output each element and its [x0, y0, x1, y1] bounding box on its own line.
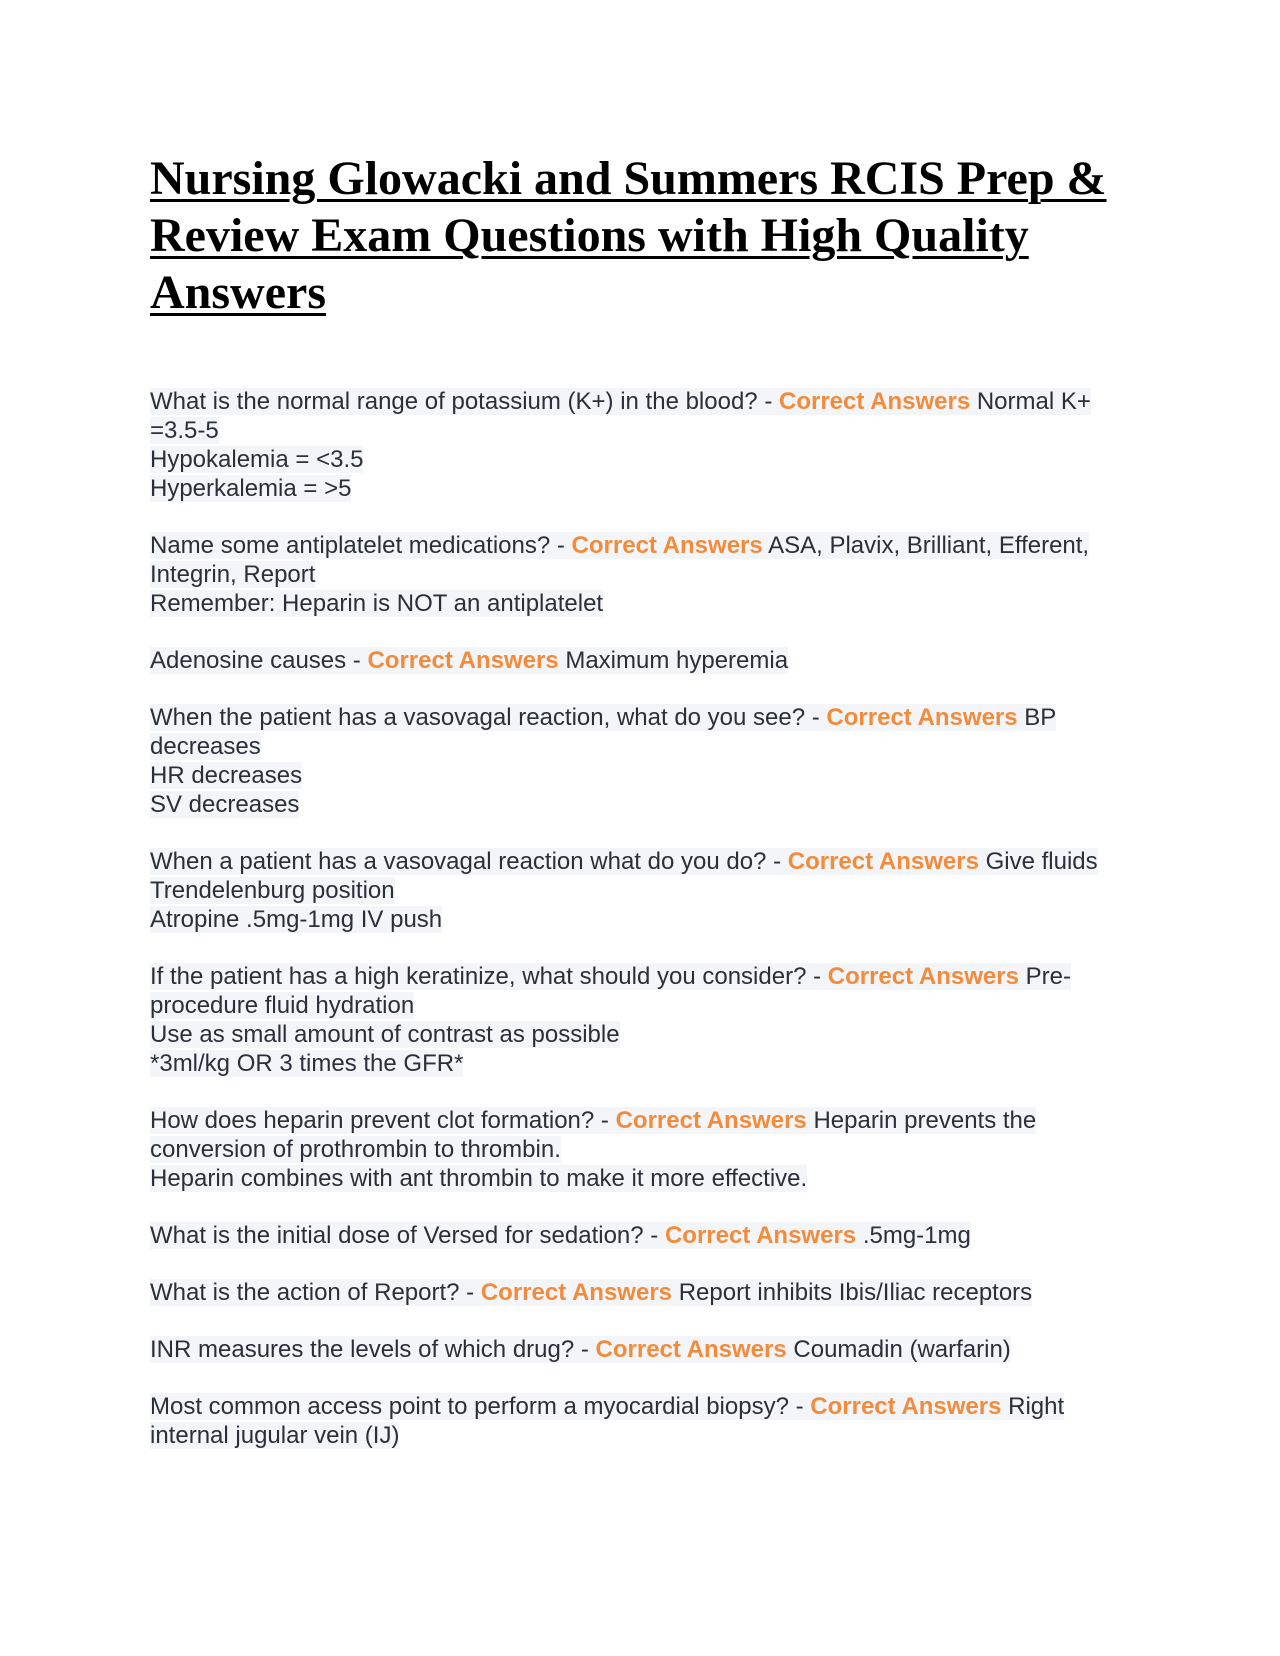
answer-text: Atropine .5mg-1mg IV push	[150, 906, 443, 933]
separator: -	[459, 1279, 481, 1306]
separator: -	[766, 848, 788, 875]
qa-highlight	[150, 647, 788, 674]
answer-text: Report inhibits Ibis/Iliac receptors	[678, 1279, 1033, 1306]
answer-text: ASA, Plavix, Brilliant, Efferent, Integrin, Report	[150, 532, 1090, 588]
qa-highlight	[150, 963, 1071, 1019]
qa-item	[150, 531, 1130, 618]
qa-first-line	[150, 703, 1130, 761]
qa-first-line	[150, 1392, 1130, 1450]
answer-text: .5mg-1mg	[862, 1222, 971, 1249]
qa-first-line	[150, 1335, 1130, 1364]
answer-line	[150, 876, 1130, 905]
qa-item	[150, 962, 1130, 1078]
correct-answers-label: Correct Answers	[827, 963, 1019, 990]
answer-text: Heparin prevents the conversion of prothrombin to thrombin.	[150, 1107, 1037, 1163]
question-text: When the patient has a vasovagal reaction, what do you see?	[150, 704, 806, 731]
answer-text: Use as small amount of contrast as possible	[150, 1021, 620, 1048]
qa-highlight	[150, 1222, 971, 1249]
question-text: INR measures the levels of which drug?	[150, 1336, 575, 1363]
answer-text: BP decreases	[150, 704, 1056, 760]
answer-text: Trendelenburg position	[150, 877, 395, 904]
qa-item	[150, 1106, 1130, 1193]
qa-highlight	[150, 848, 1098, 875]
correct-answers-label: Correct Answers	[480, 1279, 673, 1306]
separator: -	[550, 532, 572, 559]
qa-highlight	[150, 1107, 1036, 1163]
answer-text: Normal K+ =3.5-5	[150, 388, 1091, 444]
qa-item	[150, 387, 1130, 503]
qa-first-line	[150, 1106, 1130, 1164]
qa-item	[150, 703, 1130, 819]
qa-first-line	[150, 387, 1130, 445]
question-text: What is the action of Report?	[150, 1279, 460, 1306]
qa-first-line	[150, 1221, 1130, 1250]
qa-first-line	[150, 646, 1130, 675]
answer-line	[150, 1049, 1130, 1078]
qa-first-line	[150, 531, 1130, 589]
answer-text: HR decreases	[150, 762, 303, 789]
question-text: Most common access point to perform a myocardial biopsy?	[150, 1393, 789, 1420]
separator: -	[594, 1107, 616, 1134]
separator: -	[788, 1393, 811, 1420]
question-text: Adenosine causes	[150, 647, 347, 674]
qa-highlight	[150, 704, 1056, 760]
correct-answers-label: Correct Answers	[571, 532, 763, 559]
correct-answers-label: Correct Answers	[615, 1107, 807, 1134]
qa-item	[150, 1221, 1130, 1250]
qa-highlight	[150, 532, 1089, 588]
separator: -	[805, 704, 827, 731]
qa-highlight	[150, 1279, 1032, 1306]
answer-line	[150, 1020, 1130, 1049]
separator: -	[757, 388, 779, 415]
qa-first-line	[150, 1278, 1130, 1307]
answer-text: Coumadin (warfarin)	[793, 1336, 1011, 1363]
correct-answers-label: Correct Answers	[367, 647, 559, 674]
separator: -	[806, 963, 828, 990]
answer-text: Give fluids	[985, 848, 1098, 875]
qa-first-line	[150, 962, 1130, 1020]
answer-line	[150, 474, 1130, 503]
answer-text: Maximum hyperemia	[565, 647, 789, 674]
correct-answers-label: Correct Answers	[787, 848, 979, 875]
correct-answers-label: Correct Answers	[778, 388, 971, 415]
answer-text: Hyperkalemia = >5	[150, 475, 352, 502]
qa-highlight	[150, 1393, 1064, 1449]
answer-text: SV decreases	[150, 791, 300, 818]
question-text: Name some antiplatelet medications?	[150, 532, 551, 559]
qa-item	[150, 1335, 1130, 1364]
correct-answers-label: Correct Answers	[595, 1336, 787, 1363]
answer-text: Right internal jugular vein (IJ)	[150, 1393, 1065, 1449]
qa-list	[150, 387, 1130, 1450]
qa-highlight	[150, 1336, 1011, 1363]
separator: -	[574, 1336, 596, 1363]
correct-answers-label: Correct Answers	[826, 704, 1018, 731]
correct-answers-label: Correct Answers	[810, 1393, 1002, 1420]
answer-line	[150, 790, 1130, 819]
answer-text: Pre-procedure fluid hydration	[150, 963, 1071, 1019]
separator: -	[643, 1222, 665, 1249]
document-title: Nursing Glowacki and Summers RCIS Prep & Review Exam Questions with High Quality Answers	[150, 152, 1107, 319]
answer-text: Hypokalemia = <3.5	[150, 446, 364, 473]
qa-item	[150, 847, 1130, 934]
qa-item	[150, 646, 1130, 675]
qa-highlight	[150, 388, 1091, 444]
question-text: If the patient has a high keratinize, what should you consider?	[150, 963, 807, 990]
answer-line	[150, 761, 1130, 790]
answer-line	[150, 589, 1130, 618]
answer-line	[150, 445, 1130, 474]
document-page	[150, 150, 1130, 1478]
question-text: What is the normal range of potassium (K+) in the blood?	[150, 388, 758, 415]
answer-line	[150, 1164, 1130, 1193]
separator: -	[346, 647, 368, 674]
question-text: What is the initial dose of Versed for sedation?	[150, 1222, 644, 1249]
qa-item	[150, 1278, 1130, 1307]
question-text: When a patient has a vasovagal reaction what do you do?	[150, 848, 767, 875]
qa-first-line	[150, 847, 1130, 876]
correct-answers-label: Correct Answers	[664, 1222, 857, 1249]
answer-text: *3ml/kg OR 3 times the GFR*	[150, 1050, 464, 1077]
question-text: How does heparin prevent clot formation?	[150, 1107, 595, 1134]
qa-item	[150, 1392, 1130, 1450]
answer-text: Remember: Heparin is NOT an antiplatelet	[150, 590, 604, 617]
answer-text: Heparin combines with ant thrombin to make it more effective.	[150, 1165, 808, 1192]
answer-line	[150, 905, 1130, 934]
